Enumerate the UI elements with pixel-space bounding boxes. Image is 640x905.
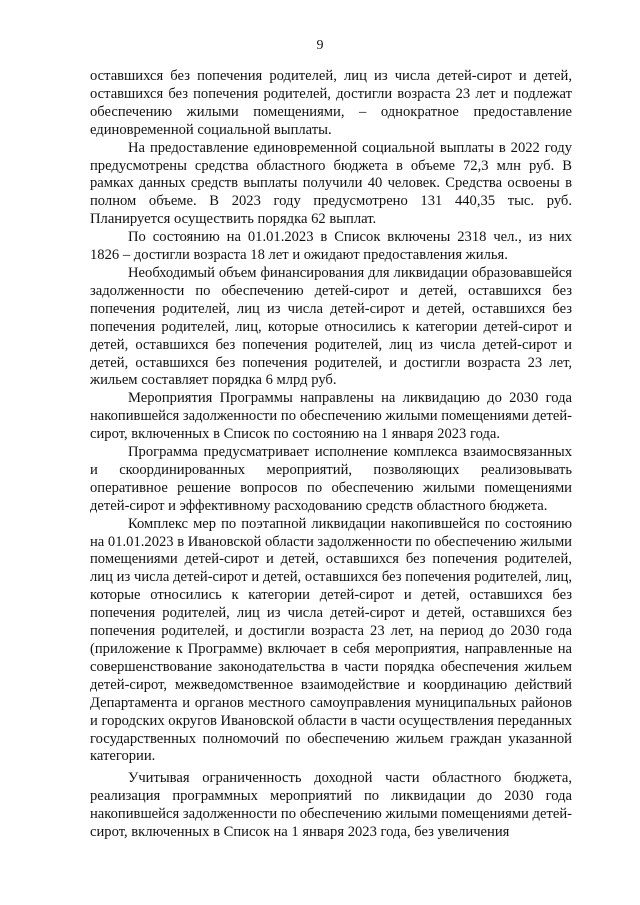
paragraph-program-measures: Программа предусматривает исполнение комплекса взаимосвязанных и скоординированных мероприятий, позволяющих реализовывать оперативное решение вопросов по обеспечению жилыми помещениями детей-сирот и эффективному расходованию средств областного бюджета. [90,444,572,514]
paragraph-program-goals: Мероприятия Программы направлены на ликвидацию до 2030 года накопившейся задолженности по обеспечению жилыми помещениями детей-сирот, включенных в Список по состоянию на 1 января 2023 года. [90,390,572,443]
document-body [90,68,572,842]
page-number: 9 [316,38,324,53]
paragraph-financing-volume: Необходимый объем финансирования для ликвидации образовавшейся задолженности по обеспечению детей-сирот и детей, оставшихся без попечения родителей, лиц из числа детей-сирот и детей, оставшихся без попечения родителей, лиц, которые относились к категории детей-сирот и детей, оставшихся без попечения родителей, лиц из числа детей-сирот и детей, оставшихся без попечения родителей, и достигли возраста 23 лет, жильем составляет порядка 6 млрд руб. [90,264,572,389]
paragraph-social-payment: На предоставление единовременной социальной выплаты в 2022 году предусмотрены средства областного бюджета в объеме 72,3 млн руб. В рамках данных средств выплаты получили 40 человек. Средства освоены в полном объеме. В 2023 году предусмотрено 131 440,35 тыс. руб. Планируется осуществить порядка 62 выплат. [90,139,572,228]
paragraph-budget-limitations: Учитывая ограниченность доходной части областного бюджета, реализация программных мероприятий по ликвидации до 2030 года накопившейся задолженности по обеспечению жилыми помещениями детей-сирот, включенных в Список на 1 января 2023 года, без увеличения [90,770,572,841]
paragraph-continuation: оставшихся без попечения родителей, лиц из числа детей-сирот и детей, оставшихся без попечения родителей, достигли возраста 23 лет и подлежат обеспечению жилыми помещениями, – однократное предоставление единовременной социальной выплаты. [90,68,572,138]
paragraph-list-status: По состоянию на 01.01.2023 в Список включены 2318 чел., из них 1826 – достигли возраста 18 лет и ожидают предоставления жилья. [90,229,572,264]
paragraph-measures-complex: Комплекс мер по поэтапной ликвидации накопившейся по состоянию на 01.01.2023 в Ивановской области задолженности по обеспечению жилыми помещениями детей-сирот и детей, оставшихся без попечения родителей, лиц из числа детей-сирот и детей, оставшихся без попечения родителей, лиц, которые относились к категории детей-сирот и детей, оставшихся без попечения родителей, лиц из числа детей-сирот и детей, оставшихся без попечения родителей, и достигли возраста 23 лет, на период до 2030 года (приложение к Программе) включает в себя мероприятия, направленные на совершенствование законодательства в части порядка обеспечения жильем детей-сирот, межведомственное взаимодействие и координацию действий Департамента и органов местного самоуправления муниципальных районов и городских округов Ивановской области в части осуществления переданных государственных полномочий по обеспечению жильем граждан указанной категории. [90,515,572,765]
